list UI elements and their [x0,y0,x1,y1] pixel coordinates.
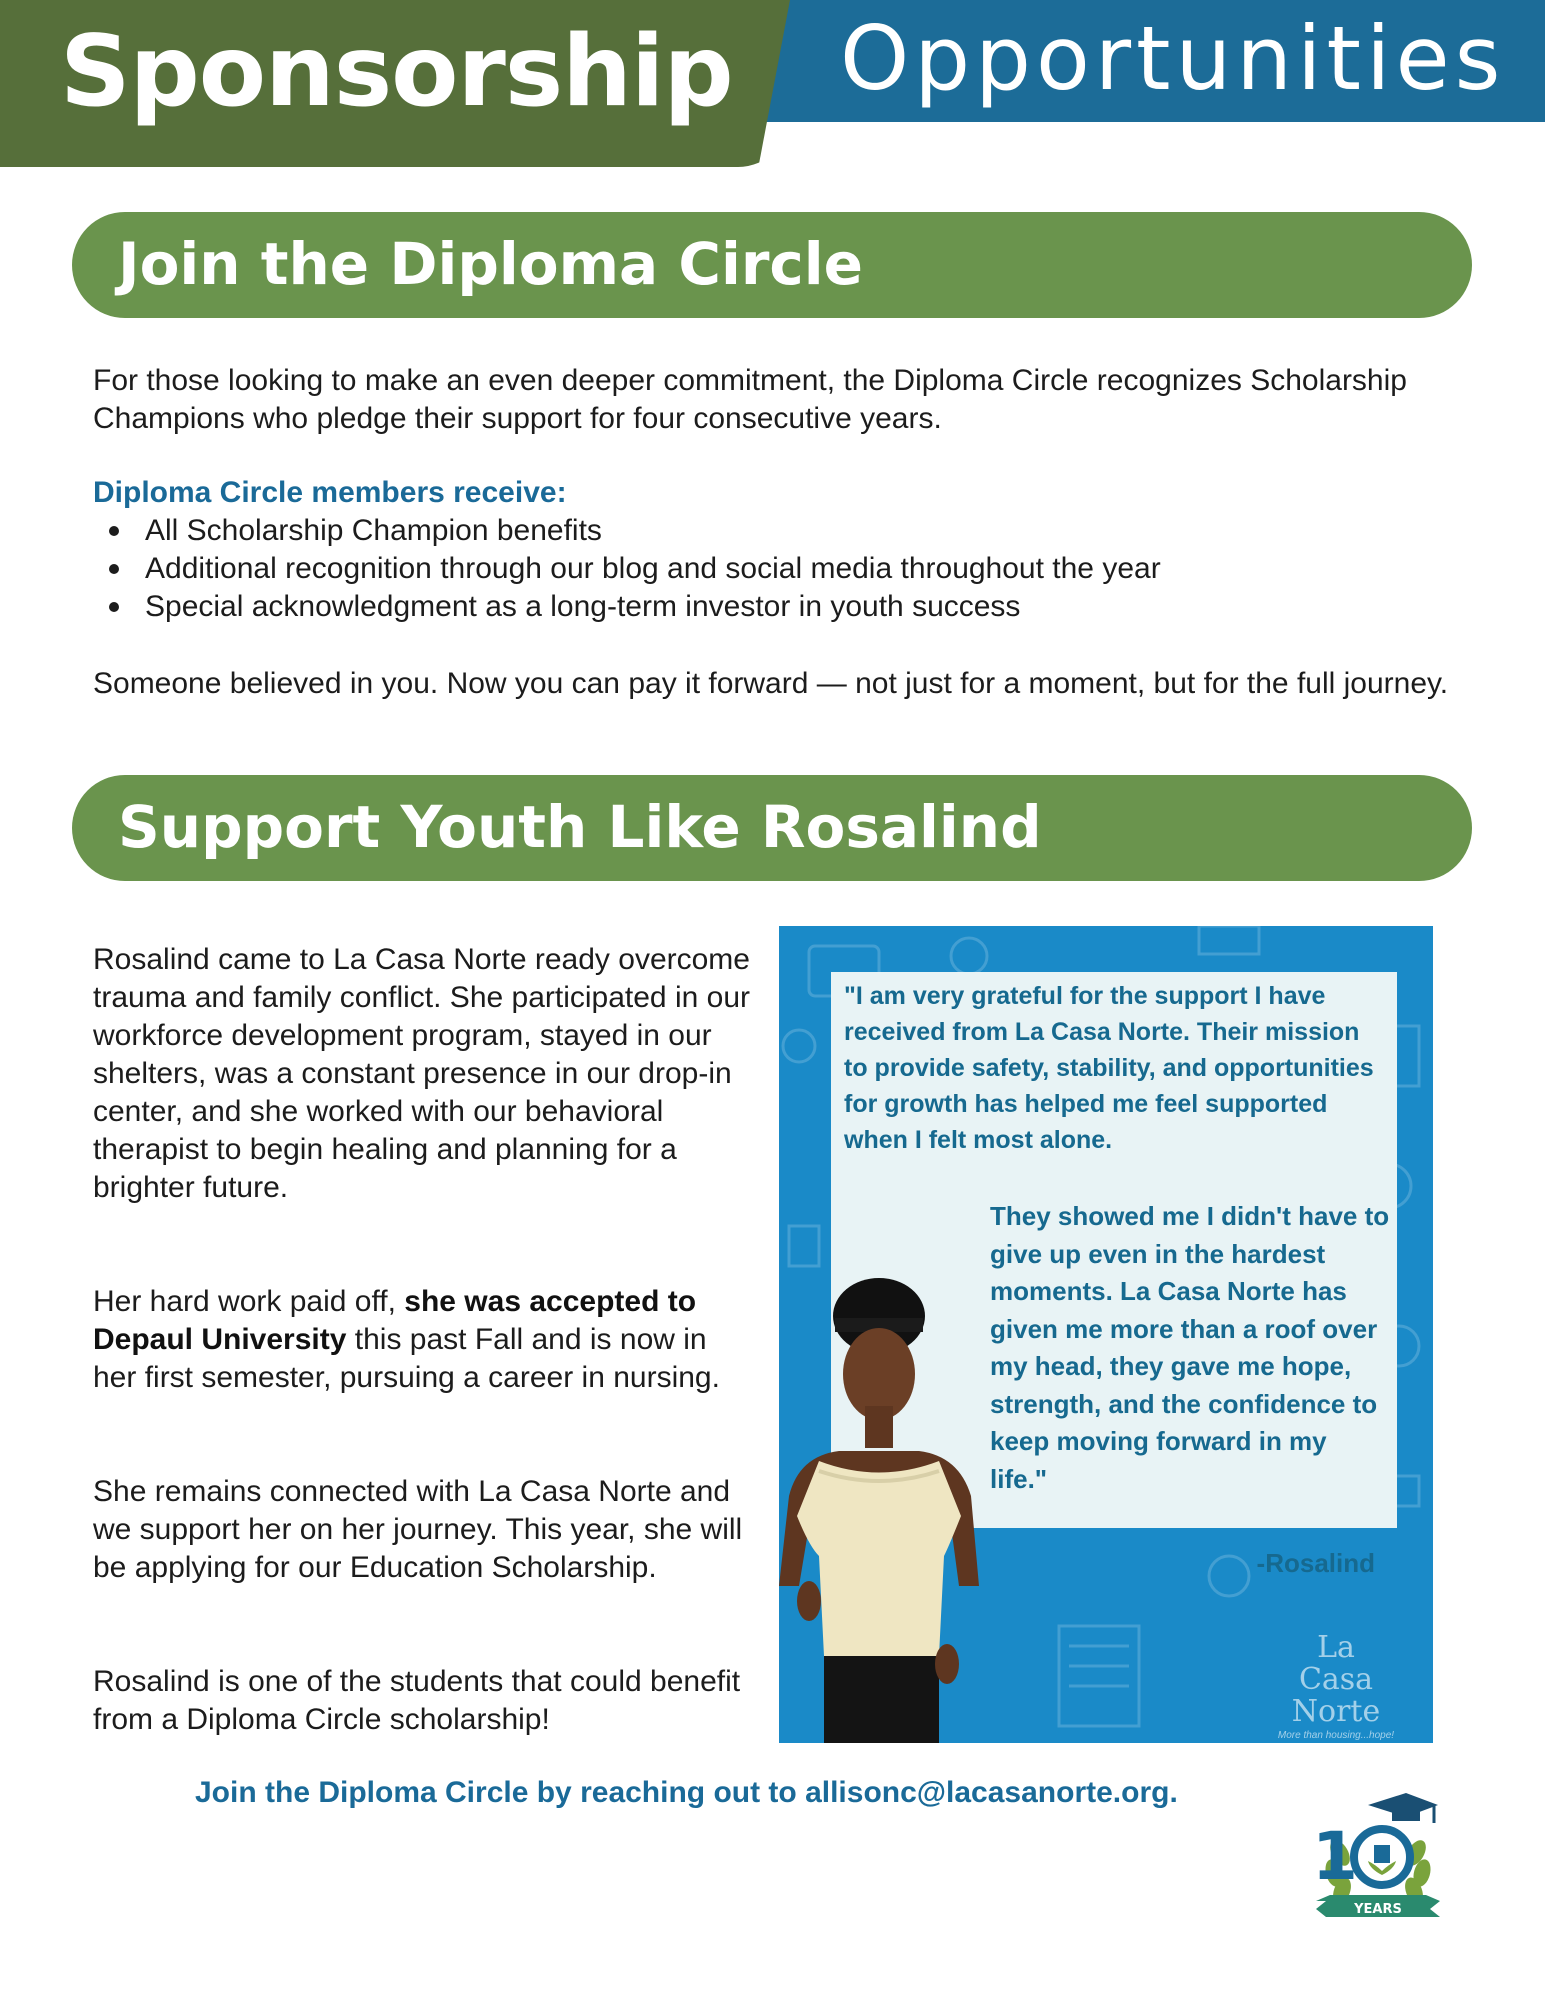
ten-years-badge-icon [1310,1783,1446,1923]
story-paragraph-4: Rosalind is one of the students that could benefit from a Diploma Circle scholarship! [93,1665,741,1736]
quote-text-part2: They showed me I didn't have to give up even in the hardest moments. La Casa Norte has given me more than a roof over my head, they gave me hope, strength, and the confidence to keep moving forward in my life." [990,1201,1390,1494]
story-highlight: she was accepted to Depaul University [93,1285,697,1356]
section-heading-rosalind [72,775,1472,881]
quote-card [779,926,1433,1743]
section-heading-text: Support Youth Like Rosalind [118,793,1042,861]
list-item: All Scholarship Champion benefits [93,512,1161,550]
svg-text:1: 1 [1312,1818,1358,1895]
intro-paragraph: For those looking to make an even deeper commitment, the Diploma Circle recognizes Scholarship Champions who pledge their support for four consecutive years. [93,364,1407,435]
page-title-opportunities: Opportunities [840,7,1506,110]
list-item: Additional recognition through our blog and social media throughout the year [93,550,1161,588]
members-heading: Diploma Circle members receive: [93,476,567,509]
quote-text-part1: "I am very grateful for the support I have received from La Casa Norte. Their mission to provide safety, stability, and opportunities for growth has helped me feel supported when I felt most alone. [844,982,1374,1154]
bullet-icon [109,564,119,574]
student-photo [779,1256,979,1743]
la-casa-norte-logo: La Casa Norte More than housing...hope! [1277,1630,1395,1741]
page-title-sponsorship: Sponsorship [60,15,733,129]
svg-text:YEARS: YEARS [1354,1902,1402,1917]
benefits-list [93,512,1161,626]
list-item: Special acknowledgment as a long-term investor in youth success [93,588,1161,626]
bullet-icon [109,526,119,536]
bullet-icon [109,602,119,612]
story-paragraph-3: She remains connected with La Casa Norte and we support her on her journey. This year, she will be applying for our Education Scholarship. [93,1475,743,1584]
section-heading-text: Join the Diploma Circle [118,230,864,298]
section-heading-diploma-circle [72,212,1472,318]
closing-paragraph: Someone believed in you. Now you can pay it forward — not just for a moment, but for the full journey. [93,667,1449,700]
story-paragraph-1: Rosalind came to La Casa Norte ready overcome trauma and family conflict. She participated in our workforce development program, stayed in our shelters, was a constant presence in our drop-in center, and she worked with our behavioral therapist to begin healing and planning for a brighter future. [93,943,750,1204]
contact-cta: Join the Diploma Circle by reaching out to allisonc@lacasanorte.org. [195,1776,1178,1809]
story-paragraph-2: Her hard work paid off, she was accepted to Depaul University this past Fall and is now in her first semester, pursuing a career in nursing. [93,1285,720,1394]
quote-signature: -Rosalind [1256,1548,1375,1578]
